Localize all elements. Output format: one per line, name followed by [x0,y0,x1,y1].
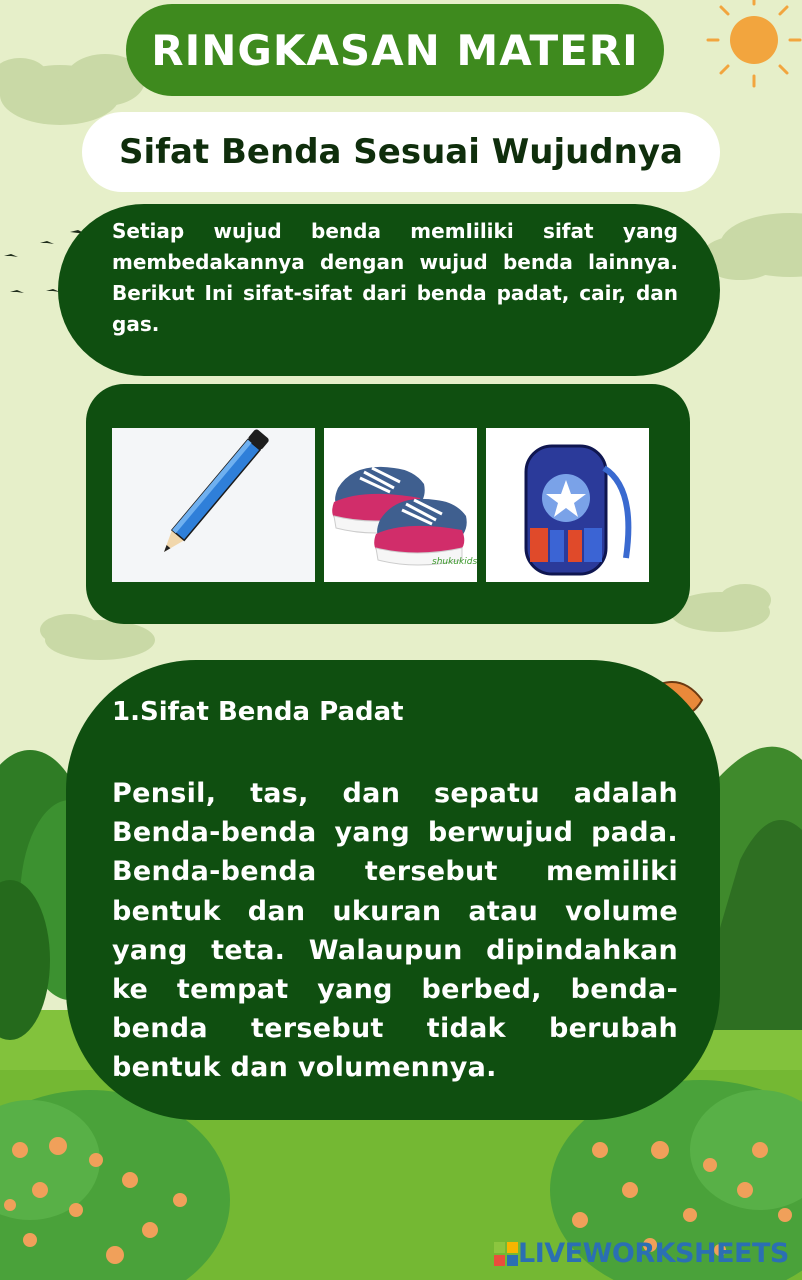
backpack-icon [486,428,649,582]
intro-text: Setiap wujud benda memIiliki sifat yang membedakannya dengan wujud benda lainnya. Berikut Ini sifat-sifat dari benda padat, cair, dan gas. [112,219,678,336]
intro-panel [58,204,720,376]
shoes-brand-logo: shukukids [432,557,477,567]
liveworksheets-watermark [494,1238,789,1269]
backpack-image [486,428,649,582]
pencil-icon [112,428,315,582]
shoes-image [324,428,477,582]
section-title: 1.Sifat Benda Padat [112,697,404,727]
watermark-text: LIVEWORKSHEETS [518,1238,789,1269]
shoes-icon [324,428,477,582]
sun-icon [708,0,800,86]
pencil-image [112,428,315,582]
title-banner [126,4,664,96]
section-body: Pensil, tas, dan sepatu adalah Benda-benda yang berwujud pada. Benda-benda tersebut memiliki bentuk dan ukuran atau volume yang teta. Walaupun dipindahkan ke tempat yang berbed, benda-benda tersebut tidak berubah bentuk dan volumennya. [112,778,678,1084]
page-title: RINGKASAN MATERI [151,25,639,75]
liveworksheets-logo-icon [494,1242,518,1266]
page-subtitle: Sifat Benda Sesuai Wujudnya [119,132,683,172]
subtitle-banner [82,112,720,192]
